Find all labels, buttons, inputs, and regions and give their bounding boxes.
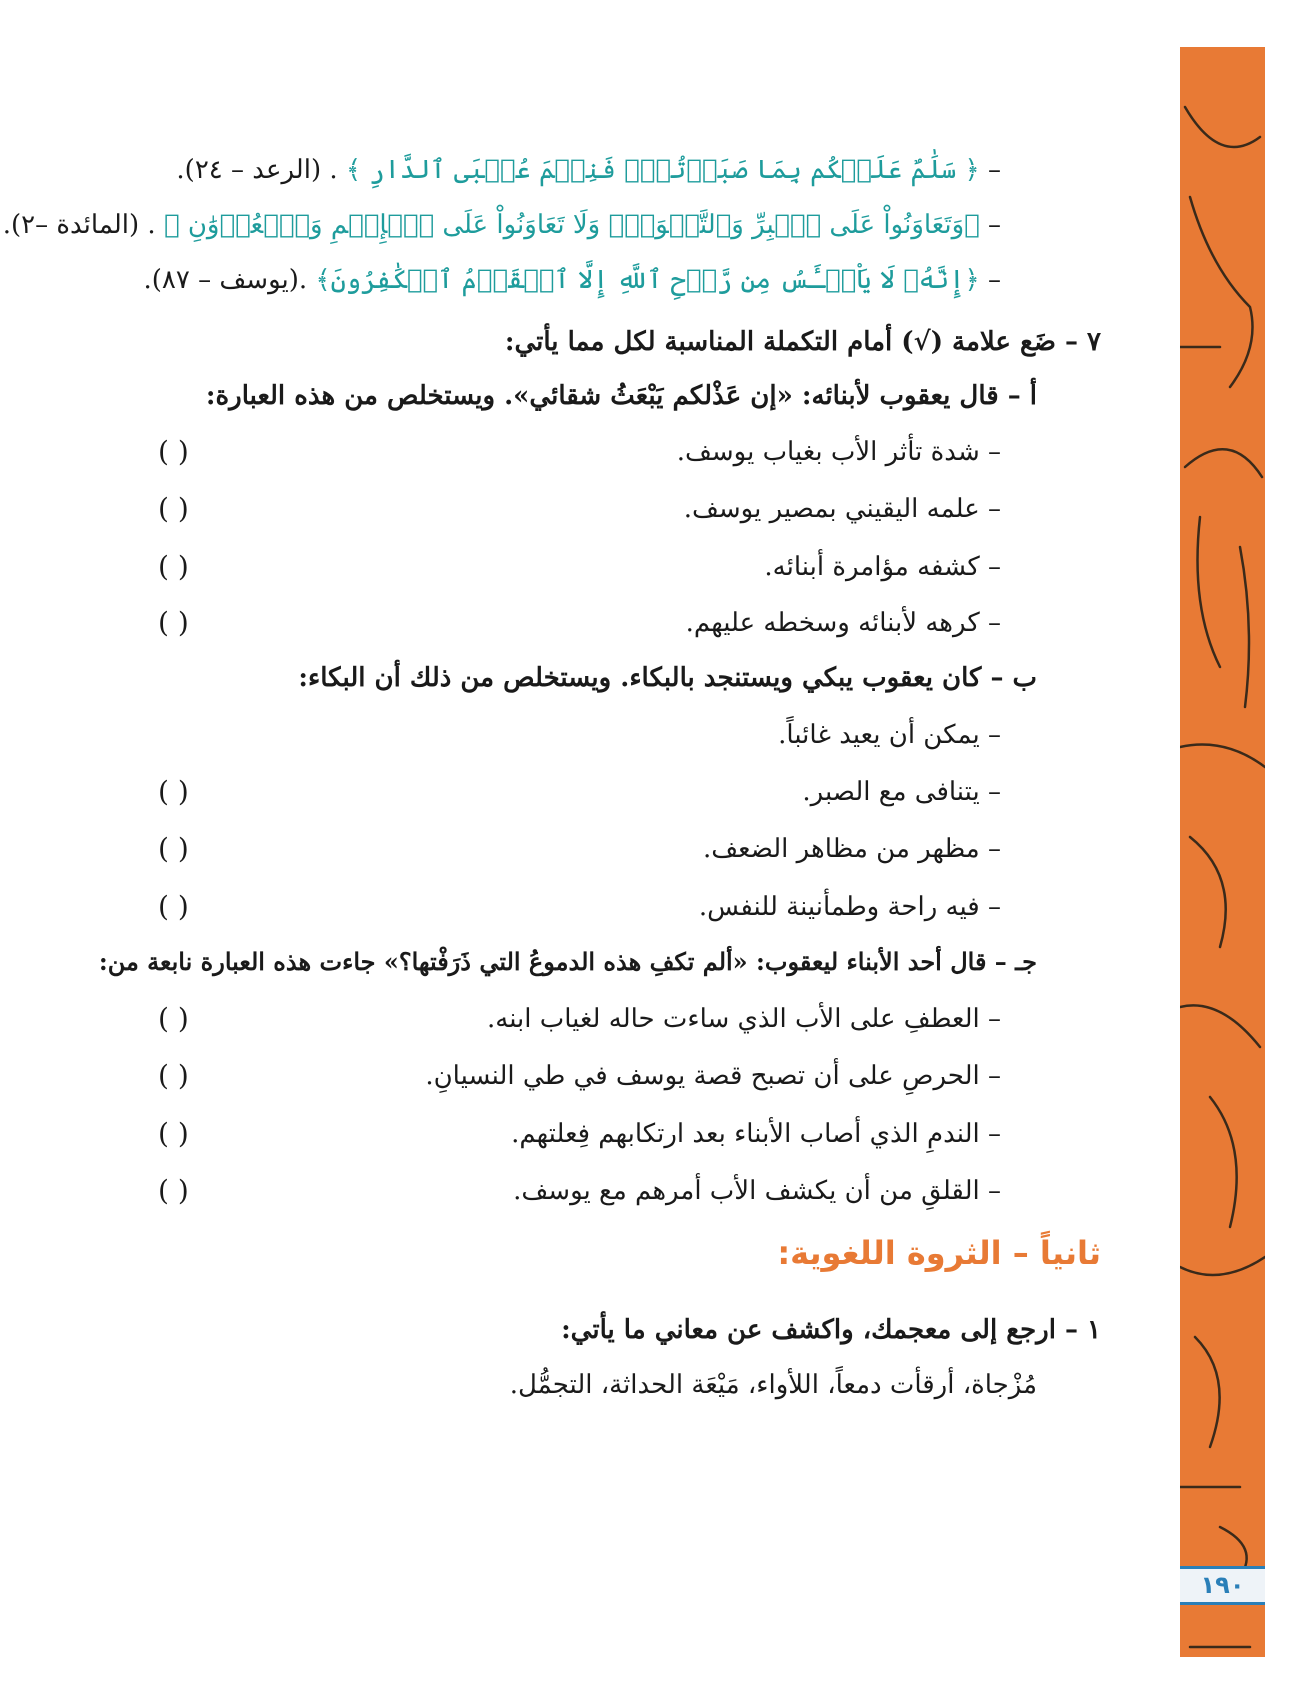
side-decoration-band [1180, 47, 1265, 1657]
answer-blank-a4[interactable]: ( ) [158, 606, 189, 639]
answer-blank-a2[interactable]: ( ) [158, 492, 189, 525]
option-b4: – فيه راحة وطمأنينة للنفس. [698, 892, 1001, 922]
dash: – [988, 210, 1001, 240]
answer-blank-a1[interactable]: ( ) [158, 435, 189, 468]
ayah-text: ﴿إِنَّهُۥ لَا يَاْيۡـَٔسُ مِن رَّوۡحِ ٱللَّهِ إِلَّا ٱلۡقَوۡمُ ٱلۡكَٰفِرُونَ﴾ [315, 265, 980, 295]
dash: – [988, 155, 1001, 185]
section-title-linguistic-wealth: ثانياً – الثروة اللغوية: [777, 1234, 1101, 1272]
option-a1: – شدة تأثر الأب بغياب يوسف. [676, 437, 1001, 467]
dash: – [988, 265, 1001, 295]
ayah-reference: . (الرعد – ٢٤). [176, 155, 338, 185]
ayah-text: ﴿وَتَعَاوَنُواْ عَلَى ٱلۡبِرِّ وَٱلتَّقۡوَىٰۖ وَلَا تَعَاوَنُواْ عَلَى ٱلۡإِثۡمِ وَٱلۡعُدۡوَٰنِ ﴾ [163, 210, 980, 240]
question-7c-stem: جـ – قال أحد الأبناء ليعقوب: «ألم تكفِ هذه الدموعُ التي ذَرَفْتها؟» جاءت هذه العبارة نابعة من: [98, 947, 1037, 976]
option-c1: – العطفِ على الأب الذي ساءت حاله لغياب ابنه. [487, 1004, 1001, 1034]
answer-blank-a3[interactable]: ( ) [158, 550, 189, 583]
option-a4: – كرهه لأبنائه وسخطه عليهم. [685, 608, 1001, 638]
option-c3: – الندمِ الذي أصاب الأبناء بعد ارتكابهم فِعلتهم. [511, 1119, 1001, 1149]
answer-blank-c1[interactable]: ( ) [158, 1002, 189, 1035]
ayah-reference: .(يوسف – ٨٧). [143, 265, 308, 295]
question-7a-stem: أ – قال يعقوب لأبنائه: «إن عَذْلكم يَبْعَثُ شقائي». ويستخلص من هذه العبارة: [205, 381, 1037, 411]
answer-blank-c2[interactable]: ( ) [158, 1059, 189, 1092]
quran-line-1 [176, 150, 1001, 190]
question-7-heading: ٧ – ضَع علامة (√) أمام التكملة المناسبة لكل مما يأتي: [504, 327, 1101, 357]
answer-blank-c3[interactable]: ( ) [158, 1117, 189, 1150]
option-b1: – يمكن أن يعيد غائباً. [778, 720, 1001, 750]
answer-blank-b2[interactable]: ( ) [158, 775, 189, 808]
option-a2: – علمه اليقيني بمصير يوسف. [683, 494, 1001, 524]
answer-blank-b3[interactable]: ( ) [158, 832, 189, 865]
page-number: ١٩٠ [1180, 1566, 1265, 1605]
option-b2: – يتنافى مع الصبر. [802, 777, 1001, 807]
ayah-text: ﴿ سَلَٰمٌ عَلَيۡكُم بِمَا صَبَرۡتُمۡۚ فَنِعۡمَ عُقۡبَى ٱلدَّارِ ﴾ [345, 155, 980, 185]
quran-line-3 [143, 260, 1001, 300]
option-a3: – كشفه مؤامرة أبنائه. [764, 552, 1001, 582]
quran-line-2 [3, 205, 1001, 245]
question-7b-stem: ب – كان يعقوب يبكي ويستنجد بالبكاء. ويستخلص من ذلك أن البكاء: [298, 663, 1037, 693]
option-b3: – مظهر من مظاهر الضعف. [702, 834, 1001, 864]
band-pattern-icon [1180, 47, 1265, 1657]
answer-blank-c4[interactable]: ( ) [158, 1174, 189, 1207]
ayah-reference: . (المائدة –٢). [2, 210, 156, 240]
option-c4: – القلقِ من أن يكشف الأب أمرهم مع يوسف. [513, 1176, 1001, 1206]
section2-question-1-heading: ١ – ارجع إلى معجمك، واكشف عن معاني ما يأتي: [561, 1315, 1101, 1345]
section2-question-1-words: مُزْجاة، أرقأت دمعاً، اللأواء، مَيْعَة الحداثة، التجمُّل. [509, 1370, 1037, 1400]
option-c2: – الحرصِ على أن تصبح قصة يوسف في طي النسيانِ. [425, 1061, 1001, 1091]
answer-blank-b4[interactable]: ( ) [158, 890, 189, 923]
